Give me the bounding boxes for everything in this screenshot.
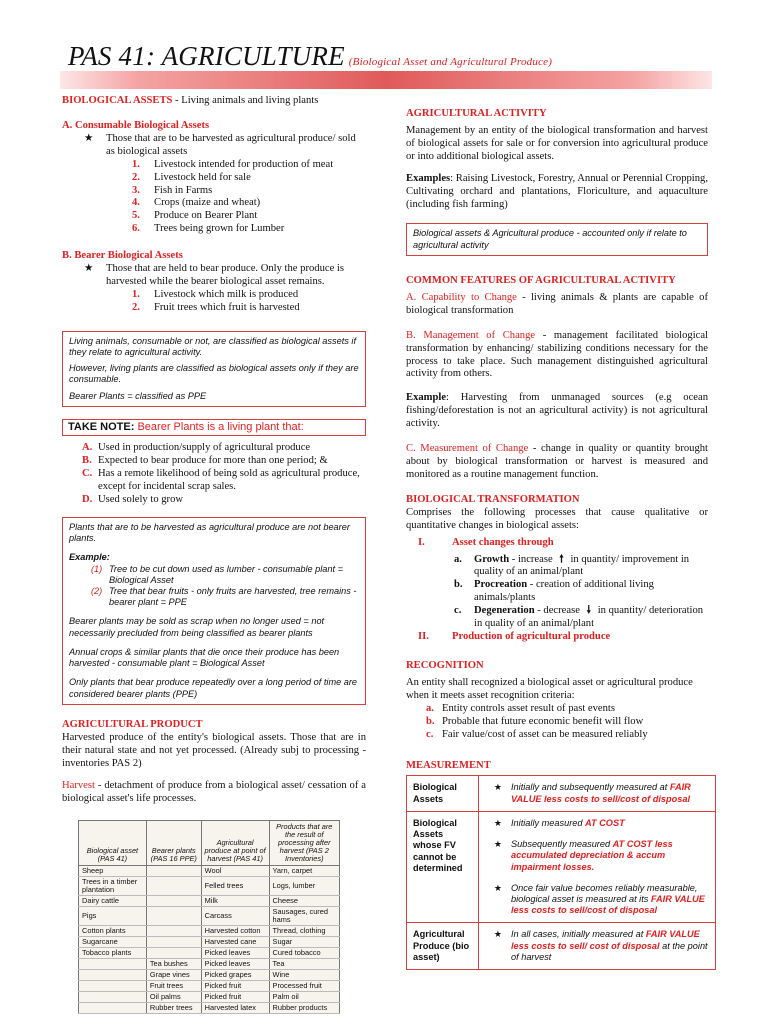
capability-to-change: A. Capability to Change - living animals & plants are capable of biological transformation bbox=[406, 291, 708, 316]
table-cell: Picked fruit bbox=[201, 992, 269, 1003]
table-cell: Picked leaves bbox=[201, 959, 269, 970]
table-row bbox=[79, 937, 340, 948]
table-row bbox=[79, 981, 340, 992]
star-icon: ★ bbox=[493, 782, 503, 793]
list-item: A. Used in production/supply of agricultural produce bbox=[82, 442, 311, 454]
table-cell: Tobacco plants bbox=[79, 948, 147, 959]
bearer-plants-example-box: Plants that are to be harvested as agricultural produce are not bearer plants. Example: (1) Tree to be cut down used as lumber - consumable plant = Biological Asset (2) Tree that bear fruits - only fruits are harvested, tree remains - bearer plant = PPE Bearer plants may be sold as scrap when no longer used = not necessarily precluded from being classified as bearer plants Annual crops & similar plants that die once their produce has been harvested - consumable plant = Biological Asset Only plants that bear produce repeatedly over a long period of time are considered bearer plants (PPE) bbox=[62, 517, 366, 705]
scanned-example-table bbox=[78, 820, 340, 1014]
star-icon: ★ bbox=[84, 132, 94, 144]
right-column bbox=[406, 108, 708, 970]
list-item: c. Fair value/cost of asset can be measured reliably bbox=[426, 728, 648, 740]
table-row bbox=[407, 923, 716, 970]
page-title: PAS 41: AGRICULTURE (Biological Asset and Agricultural Produce) bbox=[68, 41, 553, 71]
table-cell: Trees in a timber plantation bbox=[79, 877, 147, 896]
example-item: (2) Tree that bear fruits - only fruits are harvested, tree remains - bearer plant = PPE bbox=[91, 586, 357, 608]
table-row bbox=[79, 896, 340, 907]
table-cell: Harvested cane bbox=[201, 937, 269, 948]
agricultural-activity-examples: Examples: Raising Livestock, Forestry, Annual or Perennial Cropping, Cultivating orchard and plantations, Floriculture, and aquaculture (including fish farming) bbox=[406, 172, 708, 210]
list-item: 3. Fish in Farms bbox=[132, 184, 213, 196]
biological-assets-section: BIOLOGICAL ASSETS - Living animals and living plants bbox=[62, 95, 319, 106]
measurement-heading: MEASUREMENT bbox=[406, 759, 491, 771]
row-label: Biological Assets bbox=[407, 776, 479, 811]
table-cell: Grape vines bbox=[146, 970, 201, 981]
agricultural-product-heading: AGRICULTURAL PRODUCT bbox=[62, 718, 203, 730]
management-example: Example: Harvesting from unmanaged sources (e.g ocean fishing/deforestation is not an agricultural activity) is not agricultural activity. bbox=[406, 392, 708, 430]
table-cell: Tea bbox=[269, 959, 339, 970]
table-cell bbox=[79, 970, 147, 981]
table-cell: Picked fruit bbox=[201, 981, 269, 992]
table-cell: Cheese bbox=[269, 896, 339, 907]
bearer-heading: B. Bearer Biological Assets bbox=[62, 250, 183, 262]
table-cell bbox=[146, 926, 201, 937]
table-cell: Harvested latex bbox=[201, 1003, 269, 1014]
table-row bbox=[79, 926, 340, 937]
table-row bbox=[407, 811, 716, 923]
table-cell: Rubber products bbox=[269, 1003, 339, 1014]
table-cell: Sausages, cured hams bbox=[269, 907, 339, 926]
table-cell: Carcass bbox=[201, 907, 269, 926]
list-item: 2. Fruit trees which fruit is harvested bbox=[132, 301, 300, 313]
table-cell: Dairy cattle bbox=[79, 896, 147, 907]
list-item: 1. Livestock intended for production of meat bbox=[132, 158, 334, 170]
table-body bbox=[79, 866, 340, 1014]
growth-item: a. Growth - increase 🠕 in quantity/ improvement in quality of an animal/plant bbox=[454, 553, 690, 578]
page-subtitle: (Biological Asset and Agricultural Produce) bbox=[348, 56, 553, 68]
table-cell bbox=[146, 877, 201, 896]
table-row bbox=[407, 776, 716, 811]
list-item: C. Has a remote likelihood of being sold as agricultural produce, except for incidental scrap sales. bbox=[82, 468, 360, 493]
column-header: Biological asset (PAS 41) bbox=[79, 821, 147, 866]
row-content: ★ In all cases, initially measured at FAIR VALUE less costs to sell/ cost of disposal at the point of harvest bbox=[479, 923, 716, 970]
column-header: Bearer plants (PAS 16 PPE) bbox=[146, 821, 201, 866]
classification-note-box: Living animals, consumable or not, are classified as biological assets if they relate to agricultural activity. However, living plants are classified as biological assets only if they are consumable. Bearer Plants = classified as PPE bbox=[62, 331, 366, 407]
recognition-text: An entity shall recognized a biological asset or agricultural produce when it meets asset recognition criteria: bbox=[406, 676, 693, 701]
left-column bbox=[62, 95, 366, 1014]
consumable-heading: A. Consumable Biological Assets bbox=[62, 119, 210, 131]
star-icon: ★ bbox=[493, 817, 503, 828]
table-cell: Yarn, carpet bbox=[269, 866, 339, 877]
up-arrow-icon: 🠕 bbox=[559, 553, 564, 565]
row-content: ★ Initially measured AT COST ★ Subsequently measured AT COST less accumulated depreciation & accum impairment losses. ★ Once fair value becomes reliably measurable, biological asset is measured at its FAIR VALUE less costs to sell/cost of disposal bbox=[479, 811, 716, 923]
table-cell: Sheep bbox=[79, 866, 147, 877]
column-header: Products that are the result of processing after harvest (PAS 2 Inventories) bbox=[269, 821, 339, 866]
table-cell: Picked grapes bbox=[201, 970, 269, 981]
star-icon: ★ bbox=[84, 263, 94, 275]
table-row bbox=[79, 866, 340, 877]
degeneration-item: c. Degeneration - decrease 🠗 in quantity/ deterioration in quality of an animal/plant bbox=[454, 605, 704, 630]
agricultural-product-text: Harvested produce of the entity's biological assets. Those that are in their natural state and not yet processed. (Already subj to processing - inventories PAS 2) bbox=[62, 731, 366, 769]
list-item: a. Entity controls asset result of past events bbox=[426, 702, 615, 714]
list-item: D. Used solely to grow bbox=[82, 494, 184, 506]
table-cell: Thread, clothing bbox=[269, 926, 339, 937]
table-cell: Cured tobacco bbox=[269, 948, 339, 959]
biological-transformation-heading: BIOLOGICAL TRANSFORMATION bbox=[406, 493, 580, 505]
column-header: Agricultural produce at point of harvest (PAS 41) bbox=[201, 821, 269, 866]
table-row bbox=[79, 970, 340, 981]
table-header-row bbox=[79, 821, 340, 866]
measurement-table bbox=[406, 775, 716, 970]
table-cell bbox=[146, 948, 201, 959]
title-divider-bar bbox=[60, 71, 712, 89]
row-label: Biological Assets whose FV cannot be determined bbox=[407, 811, 479, 923]
agricultural-activity-text: Management by an entity of the biological transformation and harvest of biological assets for sale or for conversion into agricultural produce or into additional biological assets. bbox=[406, 124, 708, 162]
example-item: (1) Tree to be cut down used as lumber - consumable plant = Biological Asset bbox=[91, 563, 343, 585]
table-row bbox=[79, 907, 340, 926]
list-item: 5. Produce on Bearer Plant bbox=[132, 210, 258, 222]
row-content: ★ Initially and subsequently measured at FAIR VALUE less costs to sell/cost of disposal bbox=[479, 776, 716, 811]
table-cell: Tea bushes bbox=[146, 959, 201, 970]
table-cell: Pigs bbox=[79, 907, 147, 926]
list-item: b. Probable that future economic benefit will flow bbox=[426, 715, 644, 727]
table-cell bbox=[146, 866, 201, 877]
list-item: 1. Livestock which milk is produced bbox=[132, 288, 299, 300]
recognition-criteria-list bbox=[406, 703, 708, 742]
table-cell: Wine bbox=[269, 970, 339, 981]
down-arrow-icon: 🠗 bbox=[586, 605, 592, 617]
table-cell: Picked leaves bbox=[201, 948, 269, 959]
consumable-list bbox=[62, 159, 366, 237]
table-cell: Harvested cotton bbox=[201, 926, 269, 937]
consumable-bullet: ★ Those that are to be harvested as agricultural produce/ sold as biological assets bbox=[84, 132, 356, 157]
biological-transformation-text: Comprises the following processes that cause qualitative or quantitative changes in biological assets: bbox=[406, 506, 708, 531]
table-cell: Palm oil bbox=[269, 992, 339, 1003]
table-cell: Wool bbox=[201, 866, 269, 877]
production-item: II. Production of agricultural produce bbox=[418, 631, 611, 643]
table-cell: Felled trees bbox=[201, 877, 269, 896]
table-cell: Sugarcane bbox=[79, 937, 147, 948]
table-row bbox=[79, 992, 340, 1003]
table-row bbox=[79, 877, 340, 896]
management-of-change: B. Management of Change - management facilitated biological transformation by enhancing/ stabilizing conditions necessary for the process to take place. Such management distinguished agricultural activity from others. bbox=[406, 329, 708, 380]
table-cell bbox=[146, 896, 201, 907]
table-row bbox=[79, 1003, 340, 1014]
table-cell: Milk bbox=[201, 896, 269, 907]
agricultural-activity-heading: AGRICULTURAL ACTIVITY bbox=[406, 108, 547, 119]
measurement-of-change: C. Measurement of Change - change in quality or quantity brought about by biological transformation or harvest is measured and monitored as a routine management function. bbox=[406, 443, 708, 480]
table-cell: Processed fruit bbox=[269, 981, 339, 992]
table-cell bbox=[79, 992, 147, 1003]
star-icon: ★ bbox=[493, 882, 503, 893]
harvest-definition: Harvest - detachment of produce from a biological asset/ cessation of a biological asset's life processes. bbox=[62, 780, 366, 805]
table-cell bbox=[79, 1003, 147, 1014]
table-cell: Logs, lumber bbox=[269, 877, 339, 896]
star-icon: ★ bbox=[493, 929, 503, 940]
procreation-item: b. Procreation - creation of additional living animals/plants bbox=[454, 579, 654, 604]
star-icon: ★ bbox=[493, 839, 503, 850]
table-cell bbox=[79, 981, 147, 992]
row-label: Agricultural Produce (bio asset) bbox=[407, 923, 479, 970]
bearer-plant-criteria-list bbox=[62, 442, 366, 507]
list-item: B. Expected to bear produce for more than one period; & bbox=[82, 455, 328, 467]
table-row bbox=[79, 948, 340, 959]
accounting-scope-box: Biological assets & Agricultural produce - accounted only if relate to agricultural activity bbox=[406, 223, 708, 255]
common-features-heading: COMMON FEATURES OF AGRICULTURAL ACTIVITY bbox=[406, 274, 676, 286]
table-cell: Sugar bbox=[269, 937, 339, 948]
table-cell: Rubber trees bbox=[146, 1003, 201, 1014]
bearer-bullet: ★ Those that are held to bear produce. Only the produce is harvested while the bearer biological asset remains. bbox=[84, 263, 344, 288]
asset-changes-item: I. Asset changes through bbox=[418, 536, 554, 548]
list-item: 4. Crops (maize and wheat) bbox=[132, 197, 261, 209]
table-cell: Cotton plants bbox=[79, 926, 147, 937]
recognition-heading: RECOGNITION bbox=[406, 660, 484, 672]
list-item: 6. Trees being grown for Lumber bbox=[132, 223, 285, 235]
table-row bbox=[79, 959, 340, 970]
table-cell: Fruit trees bbox=[146, 981, 201, 992]
table-cell: Oil palms bbox=[146, 992, 201, 1003]
list-item: 2. Livestock held for sale bbox=[132, 171, 251, 183]
table-cell bbox=[146, 937, 201, 948]
table-cell bbox=[79, 959, 147, 970]
table-cell bbox=[146, 907, 201, 926]
take-note-box: TAKE NOTE: Bearer Plants is a living plant that: bbox=[62, 419, 366, 436]
